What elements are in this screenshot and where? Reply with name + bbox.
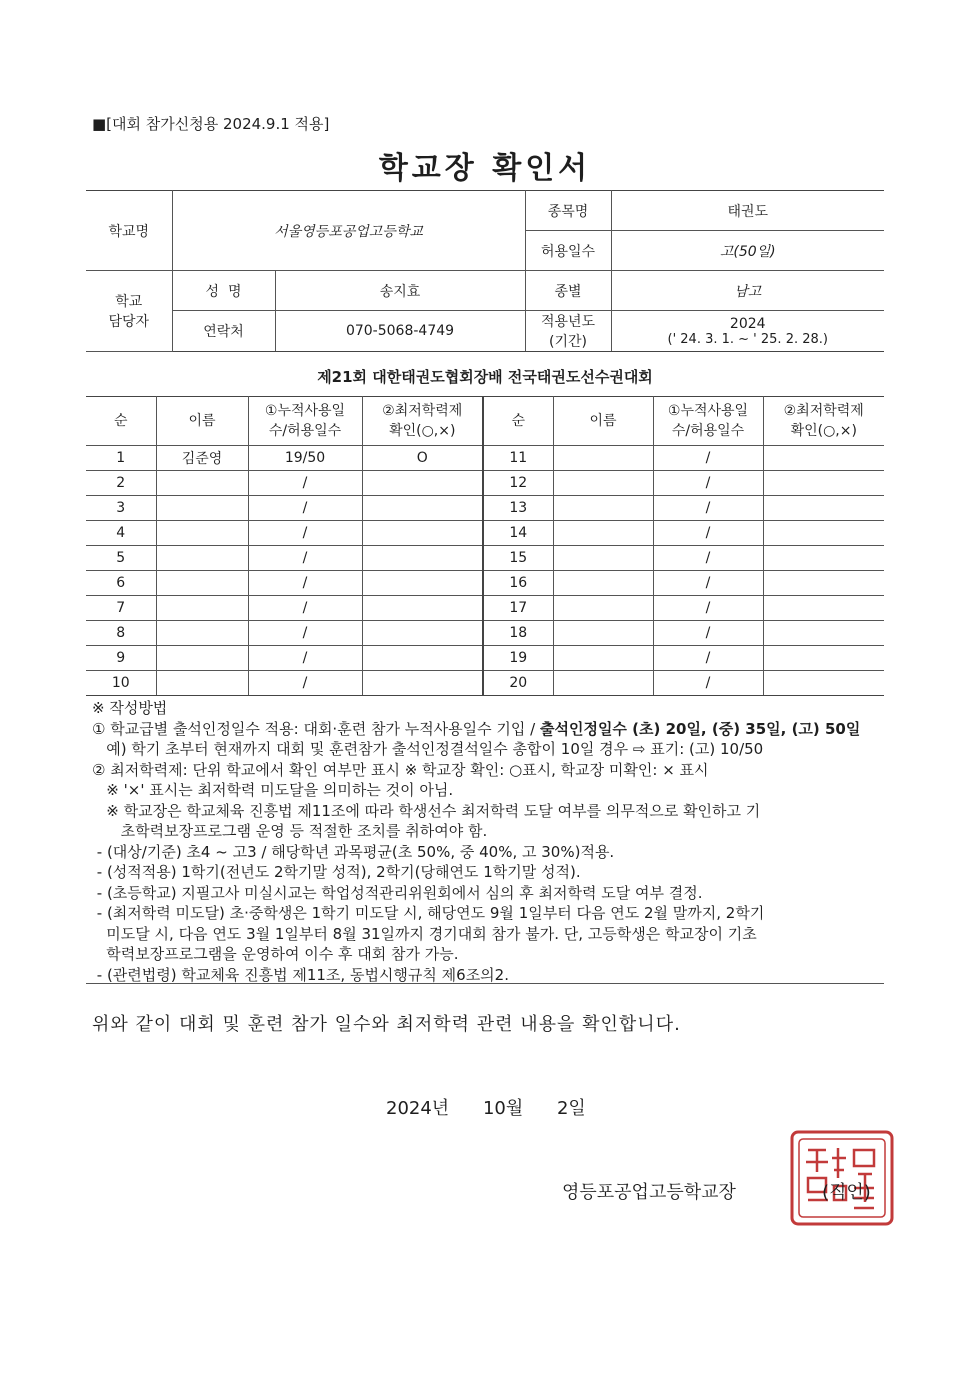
table-row xyxy=(86,471,884,496)
note-1-example: 예) 학기 초부터 현재까지 대회 및 훈련참가 출석인정결석일수 총합이 10일 경우 ⇨ 표기: (고) 10/50 xyxy=(92,740,764,758)
cell-right-no: 16 xyxy=(483,571,553,596)
cell-left-days: / xyxy=(248,646,362,671)
note-11: 학력보장프로그램을 운영하여 이수 후 대회 참가 가능. xyxy=(92,945,459,963)
form-label: ■[대회 참가신청용 2024.9.1 적용] xyxy=(92,115,330,133)
instructions xyxy=(92,698,887,985)
cell-left-days: / xyxy=(248,471,362,496)
competition-name: 제21회 대한태권도협회장배 전국태권도선수권대회 xyxy=(317,368,653,386)
header-name-right: 이름 xyxy=(553,397,653,446)
header-acad-1: ②최저학력제 xyxy=(382,403,463,419)
cell-left-acad xyxy=(362,471,483,496)
note-7: - (성적적용) 1학기(전년도 2학기말 성적), 2학기(당해연도 1학기말 성적). xyxy=(92,863,581,881)
cell-right-acad xyxy=(763,646,884,671)
date-year: 2024년 xyxy=(386,1098,450,1119)
year-label-2: (기간) xyxy=(549,334,587,350)
header-days-2: 수/허용일수 xyxy=(268,423,342,439)
cell-left-no: 10 xyxy=(86,671,156,696)
cell-left-name xyxy=(156,496,248,521)
cell-right-days: / xyxy=(653,571,763,596)
note-10: 미도달 시, 다음 연도 3월 1일부터 8월 31일까지 경기대회 참가 불가. 단, 고등학생은 학교장이 기초 xyxy=(92,924,757,943)
name-label: 성 명 xyxy=(172,271,275,311)
cell-right-acad xyxy=(763,621,884,646)
header-days-2-right: 수/허용일수 xyxy=(671,423,745,439)
note-6: - (대상/기준) 초4 ~ 고3 / 해당학년 과목평균(초 50%, 중 40%, 고 30%)적용. xyxy=(92,842,615,861)
cell-right-no: 20 xyxy=(483,671,553,696)
cell-right-days: / xyxy=(653,646,763,671)
cell-left-no: 1 xyxy=(86,446,156,471)
cell-left-no: 9 xyxy=(86,646,156,671)
cell-left-no: 8 xyxy=(86,621,156,646)
header-acad xyxy=(362,397,483,446)
cell-left-acad xyxy=(362,521,483,546)
cell-right-days: / xyxy=(653,471,763,496)
table-row xyxy=(86,571,884,596)
cell-right-days: / xyxy=(653,446,763,471)
period-value: (' 24. 3. 1. ~ ' 25. 2. 28.) xyxy=(667,331,828,347)
year-cell xyxy=(611,311,884,352)
cell-right-no: 19 xyxy=(483,646,553,671)
type-label: 종별 xyxy=(525,271,611,311)
cell-right-days: / xyxy=(653,546,763,571)
cell-right-name xyxy=(553,446,653,471)
note-1-b: 출석인정일수 (초) 20일, (중) 35일, (고) 50일 xyxy=(539,719,861,738)
cell-left-name xyxy=(156,646,248,671)
days-label: 허용일수 xyxy=(525,231,611,271)
cell-left-name xyxy=(156,571,248,596)
date-month: 10월 xyxy=(482,1098,524,1119)
cell-right-no: 18 xyxy=(483,621,553,646)
note-3: ※ '×' 표시는 최저학력 미도달을 의미하는 것이 아님. xyxy=(92,781,454,799)
cell-left-name xyxy=(156,596,248,621)
cell-right-no: 15 xyxy=(483,546,553,571)
year-label xyxy=(525,311,611,352)
cell-left-days: / xyxy=(248,596,362,621)
table-row xyxy=(86,546,884,571)
note-5: 초학력보장프로그램 운영 등 적절한 조치를 취하여야 함. xyxy=(92,822,488,840)
school-label: 학교명 xyxy=(86,191,172,271)
table-row xyxy=(86,596,884,621)
note-8: - (초등학교) 지필고사 미실시교는 학업성적관리위원회에서 심의 후 최저학력 도달 여부 결정. xyxy=(92,883,703,902)
roster-table xyxy=(86,396,884,696)
manager-label-1: 학교 xyxy=(115,294,143,310)
cell-left-days: / xyxy=(248,571,362,596)
table-row xyxy=(86,446,884,471)
year-value: 2024 xyxy=(729,315,766,332)
manager-label-2: 담당자 xyxy=(108,314,150,330)
school-principal: 영등포공업고등학교장 xyxy=(562,1182,736,1203)
cell-left-no: 5 xyxy=(86,546,156,571)
year-label-1: 적용년도 xyxy=(540,314,596,330)
cell-left-no: 6 xyxy=(86,571,156,596)
cell-right-name xyxy=(553,596,653,621)
header-acad-2-right: 확인(○,×) xyxy=(790,423,857,439)
sport-label: 종목명 xyxy=(525,191,611,231)
cell-right-no: 12 xyxy=(483,471,553,496)
header-days-1: ①누적사용일 xyxy=(264,403,346,419)
table-row xyxy=(86,646,884,671)
name-value: 송지효 xyxy=(275,271,525,311)
note-12: - (관련법령) 학교체육 진흥법 제11조, 동법시행규칙 제6조의2. xyxy=(92,965,509,984)
header-no: 순 xyxy=(86,397,156,446)
header-name: 이름 xyxy=(156,397,248,446)
cell-right-no: 17 xyxy=(483,596,553,621)
cell-right-name xyxy=(553,621,653,646)
sport-value: 태권도 xyxy=(611,191,884,231)
cell-left-acad xyxy=(362,621,483,646)
cell-right-no: 14 xyxy=(483,521,553,546)
header-days-1-right: ①누적사용일 xyxy=(667,403,749,419)
document-title: 학교장 확인서 xyxy=(378,151,592,186)
note-1 xyxy=(92,719,887,740)
cell-right-acad xyxy=(763,671,884,696)
cell-right-no: 13 xyxy=(483,496,553,521)
cell-right-acad xyxy=(763,446,884,471)
cell-left-acad xyxy=(362,546,483,571)
cell-right-days: / xyxy=(653,496,763,521)
cell-right-acad xyxy=(763,571,884,596)
cell-right-days: / xyxy=(653,521,763,546)
table-row xyxy=(86,496,884,521)
days-value: 고(50일) xyxy=(611,231,884,271)
cell-right-name xyxy=(553,571,653,596)
cell-right-days: / xyxy=(653,621,763,646)
cell-left-no: 4 xyxy=(86,521,156,546)
cell-right-acad xyxy=(763,546,884,571)
note-1-a: ① 학교급별 출석인정일수 적용: 대회·훈련 참가 누적사용일수 기입 / xyxy=(92,719,540,738)
cell-left-name xyxy=(156,671,248,696)
cell-left-days: 19/50 xyxy=(248,446,362,471)
manager-label xyxy=(86,271,172,352)
header-days-right xyxy=(653,397,763,446)
note-2: ② 최저학력제: 단위 학교에서 확인 여부만 표시 ※ 학교장 확인: ○표시, 학교장 미확인: × 표시 xyxy=(92,760,709,779)
type-value: 남고 xyxy=(611,271,884,311)
cell-left-acad xyxy=(362,596,483,621)
cell-left-acad xyxy=(362,671,483,696)
issue-date xyxy=(386,1094,614,1120)
cell-left-acad xyxy=(362,496,483,521)
cell-right-days: / xyxy=(653,671,763,696)
cell-left-name xyxy=(156,621,248,646)
cell-left-acad xyxy=(362,571,483,596)
cell-right-acad xyxy=(763,471,884,496)
cell-left-no: 2 xyxy=(86,471,156,496)
cell-right-name xyxy=(553,646,653,671)
date-day: 2일 xyxy=(556,1098,586,1119)
seal-label: (직인) xyxy=(822,1182,871,1203)
confirmation-text: 위와 같이 대회 및 훈련 참가 일수와 최저학력 관련 내용을 확인합니다. xyxy=(92,1014,681,1035)
header-acad-2: 확인(○,×) xyxy=(389,423,456,439)
contact-label: 연락처 xyxy=(172,311,275,352)
cell-right-acad xyxy=(763,596,884,621)
divider xyxy=(86,983,884,984)
cell-left-days: / xyxy=(248,496,362,521)
header-acad-right xyxy=(763,397,884,446)
table-row xyxy=(86,621,884,646)
cell-left-name xyxy=(156,521,248,546)
cell-left-acad xyxy=(362,646,483,671)
cell-right-acad xyxy=(763,496,884,521)
school-value: 서울영등포공업고등학교 xyxy=(172,191,525,271)
header-days xyxy=(248,397,362,446)
cell-right-name xyxy=(553,546,653,571)
header-no-right: 순 xyxy=(483,397,553,446)
cell-right-name xyxy=(553,496,653,521)
cell-right-name xyxy=(553,671,653,696)
cell-left-no: 3 xyxy=(86,496,156,521)
cell-right-days: / xyxy=(653,596,763,621)
note-4: ※ 학교장은 학교체육 진흥법 제11조에 따라 학생선수 최저학력 도달 여부를 의무적으로 확인하고 기 xyxy=(92,801,761,820)
cell-left-days: / xyxy=(248,521,362,546)
cell-left-name xyxy=(156,546,248,571)
cell-left-acad: O xyxy=(362,446,483,471)
note-9: - (최저학력 미도달) 초·중학생은 1학기 미도달 시, 해당연도 9월 1일부터 다음 연도 2월 말까지, 2학기 xyxy=(92,904,765,922)
cell-right-name xyxy=(553,521,653,546)
table-row xyxy=(86,521,884,546)
cell-left-name: 김준영 xyxy=(156,446,248,471)
cell-right-no: 11 xyxy=(483,446,553,471)
cell-left-name xyxy=(156,471,248,496)
cell-left-days: / xyxy=(248,546,362,571)
header-acad-1-right: ②최저학력제 xyxy=(783,403,864,419)
cell-right-acad xyxy=(763,521,884,546)
table-row xyxy=(86,671,884,696)
info-table xyxy=(86,190,884,352)
contact-value: 070-5068-4749 xyxy=(275,311,525,352)
cell-left-days: / xyxy=(248,621,362,646)
cell-left-days: / xyxy=(248,671,362,696)
cell-right-name xyxy=(553,471,653,496)
notes-heading: ※ 작성방법 xyxy=(92,699,168,717)
cell-left-no: 7 xyxy=(86,596,156,621)
